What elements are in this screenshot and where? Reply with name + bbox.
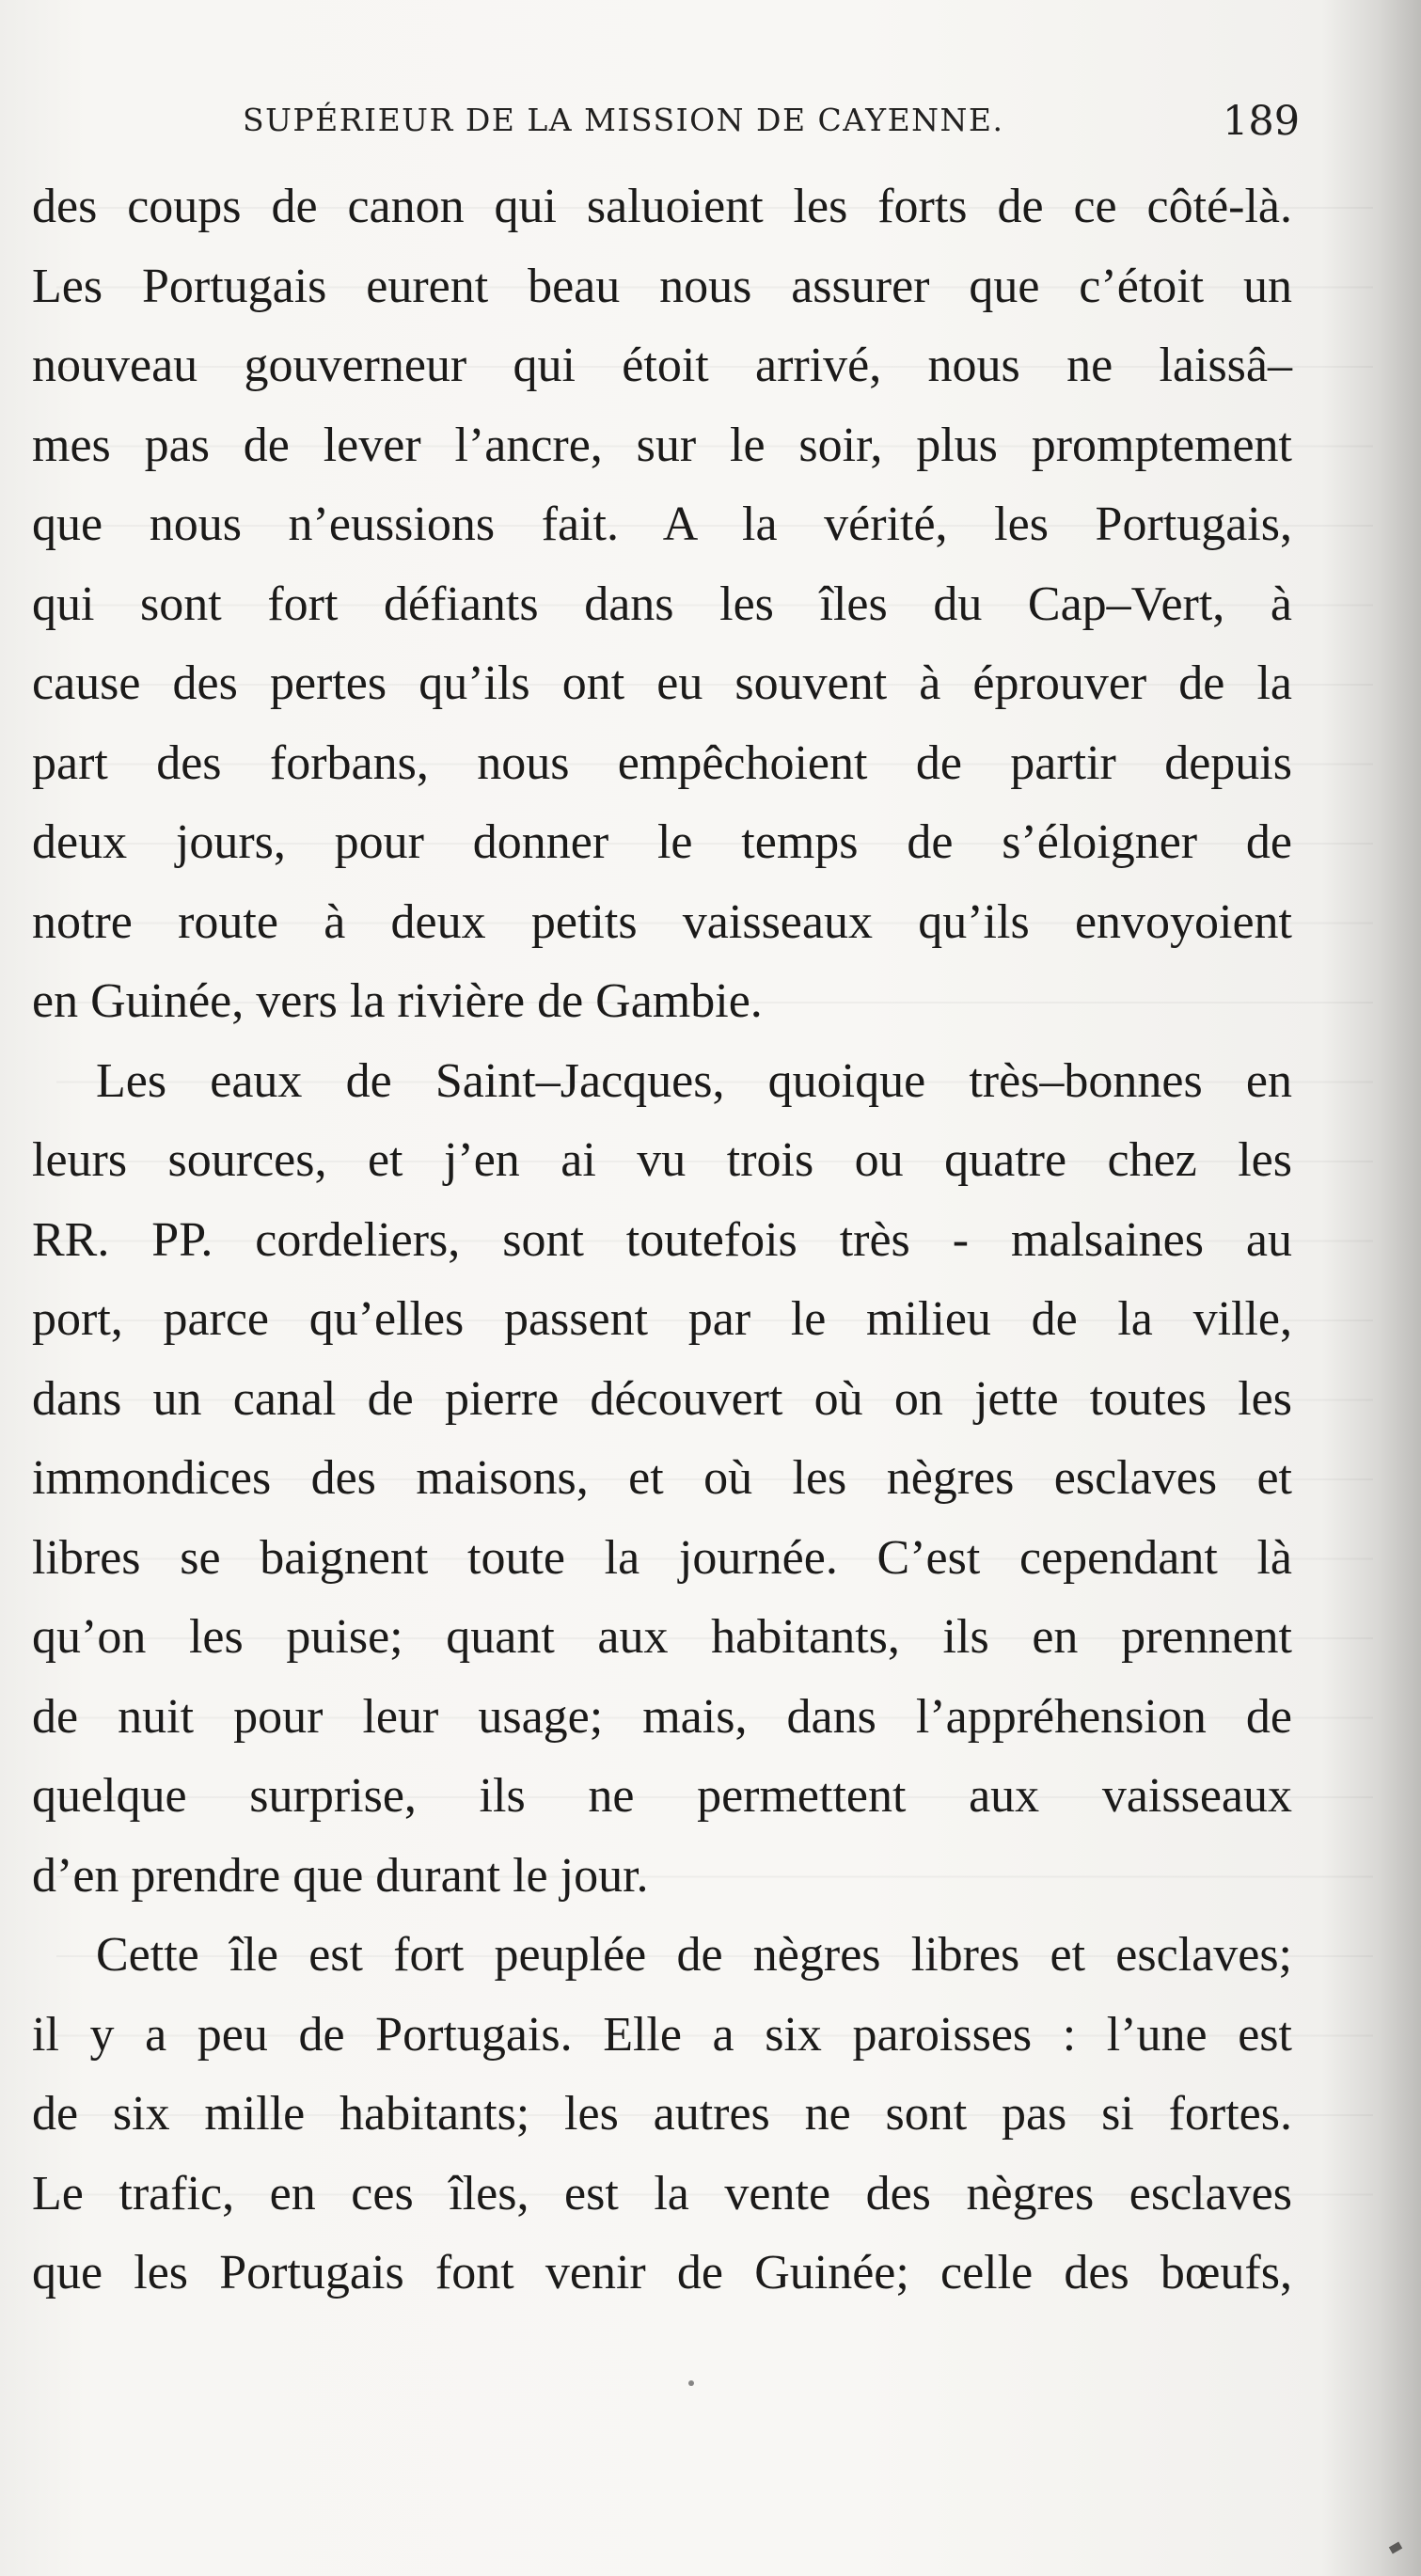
paragraph-1 (32, 167, 1292, 1042)
page-header (0, 98, 1421, 154)
running-head: SUPÉRIEUR DE LA MISSION DE CAYENNE. (243, 102, 1004, 138)
paper-speck (688, 2380, 694, 2386)
paragraph-2 (32, 1042, 1292, 1917)
text-line: deux jours, pour donner le temps de s’éloigner de (32, 815, 1292, 869)
text-line: des coups de canon qui saluoient les forts de ce côté-là. (32, 180, 1292, 233)
body-text (32, 167, 1292, 2314)
text-line: de six mille habitants; les autres ne sont pas si fortes. (32, 2087, 1292, 2141)
text-line: Les Portugais eurent beau nous assurer que c’étoit un (32, 259, 1292, 313)
text-line: mes pas de lever l’ancre, sur le soir, plus promptement (32, 418, 1292, 472)
text-line: il y a peu de Portugais. Elle a six paroisses : l’une est (32, 2007, 1292, 2062)
text-line: cause des pertes qu’ils ont eu souvent à éprouver de la (32, 656, 1292, 710)
text-line: d’en prendre que durant le jour. (32, 1848, 649, 1903)
text-line: RR. PP. cordeliers, sont toutefois très - malsaines au (32, 1212, 1292, 1267)
paragraph-3 (32, 1916, 1292, 2314)
text-line: que nous n’eussions fait. A la vérité, les Portugais, (32, 498, 1292, 551)
text-line: Cette île est fort peuplée de nègres libres et esclaves; (96, 1928, 1292, 1982)
text-line: libres se baignent toute la journée. C’est cependant là (32, 1530, 1292, 1585)
text-line: de nuit pour leur usage; mais, dans l’appréhension de (32, 1689, 1292, 1744)
text-line: part des forbans, nous empêchoient de partir depuis (32, 735, 1292, 790)
text-line: immondices des maisons, et où les nègres esclaves et (32, 1451, 1292, 1505)
text-line: en Guinée, vers la rivière de Gambie. (32, 974, 763, 1028)
paper-speck (1389, 2542, 1402, 2554)
text-line: port, parce qu’elles passent par le milieu de la ville, (32, 1292, 1292, 1346)
text-line: quelque surprise, ils ne permettent aux vaisseaux (32, 1769, 1292, 1823)
text-line: que les Portugais font venir de Guinée; celle des bœufs, (32, 2246, 1292, 2299)
text-line: Le trafic, en ces îles, est la vente des nègres esclaves (32, 2166, 1292, 2220)
text-line: nouveau gouverneur qui étoit arrivé, nous ne laissâ– (32, 339, 1292, 392)
text-line: notre route à deux petits vaisseaux qu’ils envoyoient (32, 894, 1292, 949)
text-line: leurs sources, et j’en ai vu trois ou quatre chez les (32, 1133, 1292, 1187)
text-line: qui sont fort défiants dans les îles du Cap–Vert, à (32, 577, 1292, 631)
text-line: dans un canal de pierre découvert où on jette toutes les (32, 1371, 1292, 1426)
page-number: 189 (1223, 98, 1301, 145)
text-line: Les eaux de Saint–Jacques, quoique très–bonnes en (96, 1053, 1292, 1108)
text-line: qu’on les puise; quant aux habitants, ils en prennent (32, 1610, 1292, 1664)
